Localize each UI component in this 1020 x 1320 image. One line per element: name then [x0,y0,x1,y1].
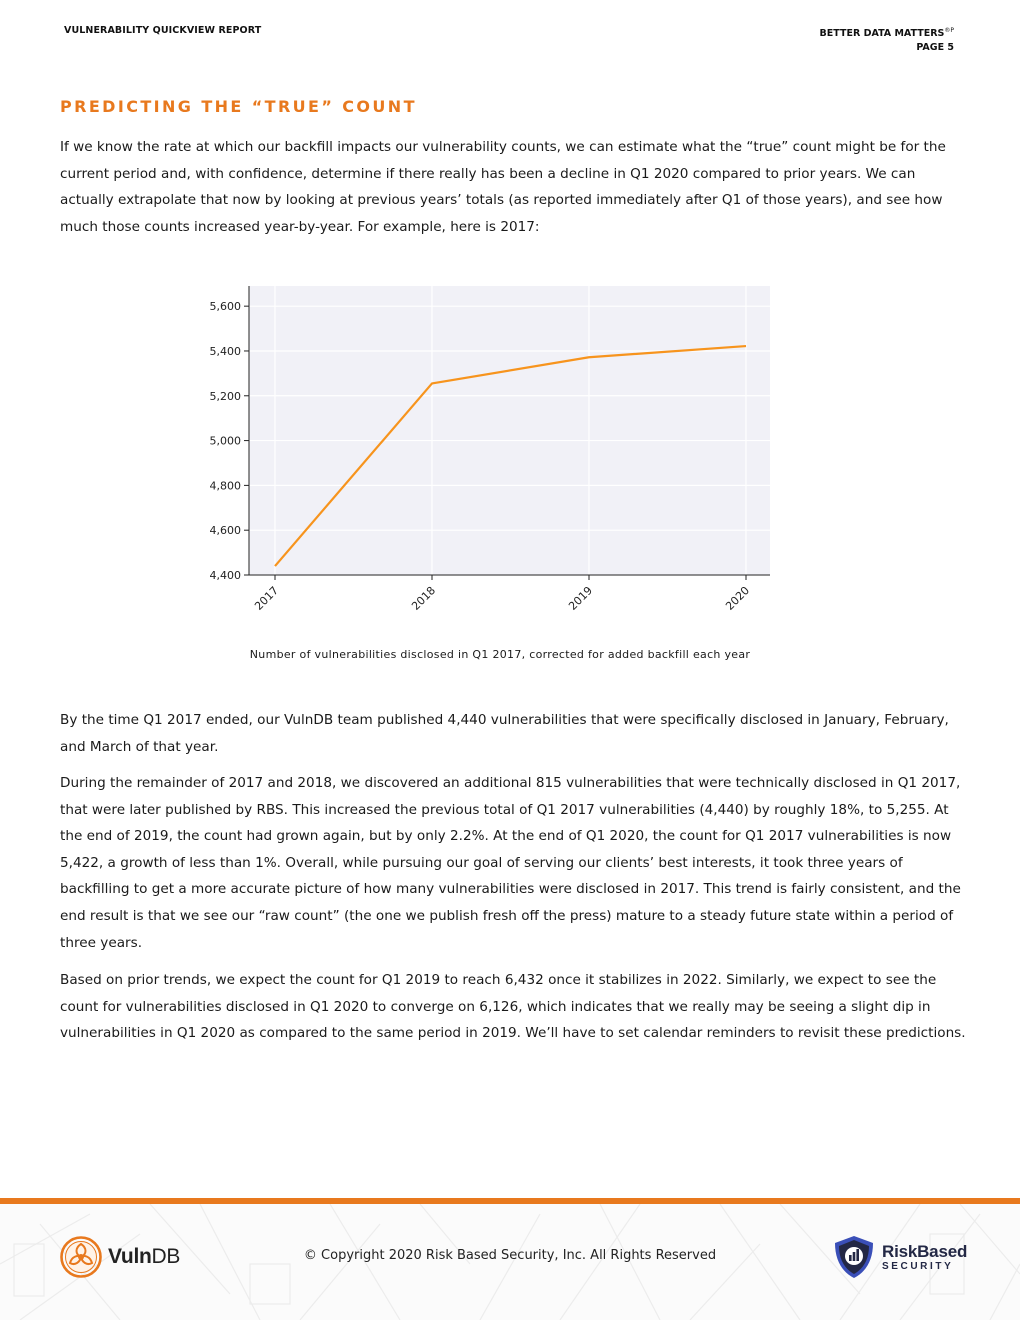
tagline: BETTER DATA MATTERS [819,28,945,40]
header-right [820,24,954,55]
y-tick-label: 4,400 [209,569,241,582]
intro-paragraph: If we know the rate at which our backfill impacts our vulnerability counts, we can estimate what the “true” count might be for the current period and, with confidence, determine if there really has been a decline in Q1 2020 compared to prior years. We can actually extrapolate that now by looking at previous years’ totals (as reported immediately after Q1 of those years), and see how much those counts increased year-by-year. For example, here is 2017: [60,139,946,235]
x-tick-label: 2018 [409,583,439,613]
paragraph-4: Based on prior trends, we expect the count for Q1 2019 to reach 6,432 once it stabilizes in 2022. Similarly, we expect to see the count for vulnerabilities disclosed in Q1 2020 to converge on 6,126, which indicates that we really may be seeing a slight dip in vulnerabilities in Q1 2020 as compared to the same period in 2019. We’ll have to set calendar reminders to revisit these predictions. [60,972,966,1042]
vulndb-wordmark-light: DB [151,1245,181,1268]
y-tick-label: 5,400 [209,344,241,358]
vulndb-wordmark-bold: Vuln [108,1245,152,1268]
shield-icon [832,1234,876,1280]
rbs-logo [832,1234,967,1280]
footer [0,1204,1020,1320]
paragraph-3: During the remainder of 2017 and 2018, we discovered an additional 815 vulnerabilities that were technically disclosed in Q1 2017, that were later published by RBS. This increased the previous total of Q1 2017 vulnerabilities (4,440) by roughly 18%, to 5,255. At the end of 2019, the count had grown again, but by only 2.2%. At the end of Q1 2020, the count for Q1 2017 vulnerabilities is now 5,422, a growth of less than 1%. Overall, while pursuing our goal of serving our clients’ best interests, it took three years of backfilling to get a more accurate picture of how many vulnerabilities were disclosed in 2017. This trend is fairly consistent, and the end result is that we see our “raw count” (the one we publish fresh off the press) mature to a steady future state within a period of three years. [60,775,961,951]
rbs-wordmark-top: RiskBased [882,1241,968,1261]
y-tick-label: 5,200 [209,389,241,403]
y-tick-label: 5,600 [209,300,241,314]
chart-svg [200,276,780,626]
rbs-wordmark-bottom: SECURITY [882,1260,954,1272]
y-tick-label: 4,800 [209,479,241,493]
y-tick-label: 4,600 [209,524,241,538]
paragraph-2: By the time Q1 2017 ended, our VulnDB team published 4,440 vulnerabilities that were specifically disclosed in January, February, and March of that year. [60,712,949,755]
report-title: VULNERABILITY QUICKVIEW REPORT [64,25,262,36]
plot-area [249,286,770,575]
x-tick-label: 2017 [252,583,282,613]
copyright: © Copyright 2020 Risk Based Security, Inc. All Rights Reserved [303,1248,717,1263]
section-title: PREDICTING THE “TRUE” COUNT [60,97,417,116]
page-number: PAGE 5 [916,42,954,54]
line-chart [200,276,780,626]
registered-mark: ®P [944,27,954,34]
chart-caption: Number of vulnerabilities disclosed in Q1 2017, corrected for added backfill each year [249,648,751,661]
y-tick-label: 5,000 [209,434,241,448]
x-tick-label: 2019 [566,583,596,613]
x-tick-label: 2020 [723,583,753,613]
